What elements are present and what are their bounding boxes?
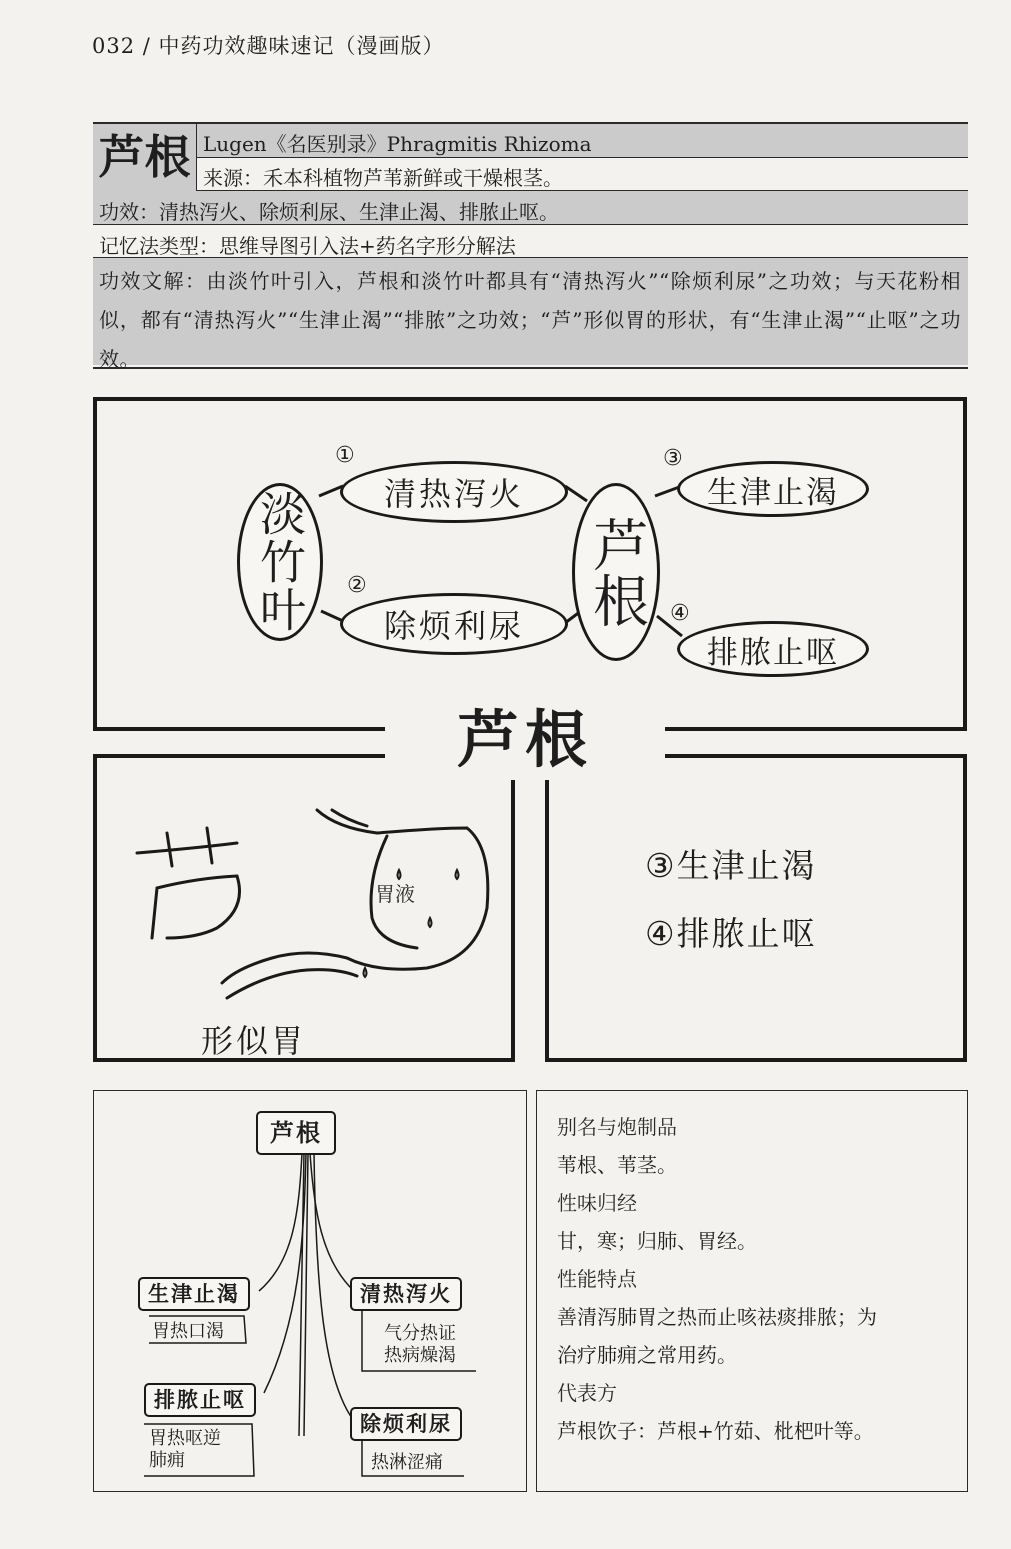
comic-caption: 形似胃 — [201, 1022, 307, 1060]
page-header: 032 / 中药功效趣味速记（漫画版） — [92, 34, 445, 58]
formula-label: 代表方 — [557, 1381, 617, 1405]
tree-left-tag-1: 生津止渴 — [138, 1277, 250, 1311]
herb-name: 芦根 — [93, 124, 197, 191]
latin-row — [197, 124, 968, 158]
tree-right-tag-2: 除烦利尿 — [350, 1407, 462, 1441]
alias-text: 苇根、苇茎。 — [557, 1153, 677, 1177]
feature-text-1: 善清泻肺胃之热而止咳祛痰排脓；为 — [557, 1305, 877, 1329]
explanation-row — [93, 258, 968, 371]
effects-row — [93, 191, 968, 225]
tree-right-sub-1b: 热病燥渴 — [384, 1345, 456, 1366]
effects-tree — [93, 1090, 527, 1492]
item-2-number: ② — [347, 573, 367, 598]
herb-info-table — [93, 122, 968, 369]
feature-label: 性能特点 — [557, 1267, 637, 1291]
item-3-number: ③ — [663, 446, 683, 471]
tree-right-sub-2: 热淋涩痛 — [371, 1452, 443, 1473]
memory-type-row — [93, 225, 968, 258]
source-row — [197, 158, 968, 191]
mindmap-panel — [93, 397, 967, 731]
effects-text: 功效：清热泻火、除烦利尿、生津止渴、排脓止呕。 — [99, 200, 559, 224]
nature-label: 性味归经 — [557, 1191, 637, 1215]
center-node-text: 芦根 — [584, 516, 649, 628]
item-1-ellipse — [340, 461, 568, 523]
item-3-ellipse — [677, 461, 869, 517]
item-2-ellipse — [340, 593, 568, 655]
explanation-text: 功效文解：由淡竹叶引入，芦根和淡竹叶都具有“清热泻火”“除烦利尿”之功效；与天花粉相似，都有“清热泻火”“生津止渴”“排脓”之功效；“芦”形似胃的形状，有“生津止渴”“止呕”之功效。 — [99, 269, 961, 371]
comic-panel-left — [93, 754, 515, 1062]
center-node-ellipse — [572, 483, 660, 661]
item-4-ellipse — [677, 621, 869, 677]
feature-text-2: 治疗肺痈之常用药。 — [557, 1343, 737, 1367]
tree-right-tag-1: 清热泻火 — [350, 1277, 462, 1311]
comic-line-1: ③生津止渴 — [645, 846, 817, 885]
item-4-number: ④ — [670, 601, 690, 626]
tree-left-sub-2a: 胃热呕逆 — [149, 1428, 221, 1449]
comic-line-2: ④排脓止呕 — [645, 914, 817, 953]
left-node-ellipse — [237, 483, 323, 641]
formula-text: 芦根饮子：芦根+竹茹、枇杷叶等。 — [557, 1419, 874, 1443]
banner-title: 芦根 — [456, 703, 593, 776]
source-text: 来源：禾本科植物芦苇新鲜或干燥根茎。 — [203, 166, 563, 190]
nature-text: 甘，寒；归肺、胃经。 — [557, 1229, 757, 1253]
comic-panel-right — [545, 754, 967, 1062]
item-4-text: 排脓止呕 — [707, 634, 839, 671]
tree-left-sub-1: 胃热口渴 — [152, 1321, 224, 1342]
item-1-text: 清热泻火 — [383, 475, 524, 513]
latin-name: Lugen《名医别录》Phragmitis Rhizoma — [203, 132, 592, 156]
stomach-label: 胃液 — [375, 882, 415, 906]
memory-type-text: 记忆法类型：思维导图引入法+药名字形分解法 — [99, 234, 516, 258]
tree-right-sub-1a: 气分热证 — [384, 1323, 456, 1344]
mindmap-connectors — [97, 401, 963, 727]
notes-box — [536, 1090, 968, 1492]
item-1-number: ① — [335, 443, 355, 468]
tree-left-sub-2b: 肺痈 — [149, 1450, 185, 1471]
tree-left-tag-2: 排脓止呕 — [144, 1383, 256, 1417]
alias-label: 别名与炮制品 — [557, 1115, 677, 1139]
item-2-text: 除烦利尿 — [383, 607, 524, 645]
left-node-text: 淡竹叶 — [253, 490, 307, 634]
tree-root: 芦根 — [256, 1111, 336, 1155]
item-3-text: 生津止渴 — [707, 474, 839, 511]
